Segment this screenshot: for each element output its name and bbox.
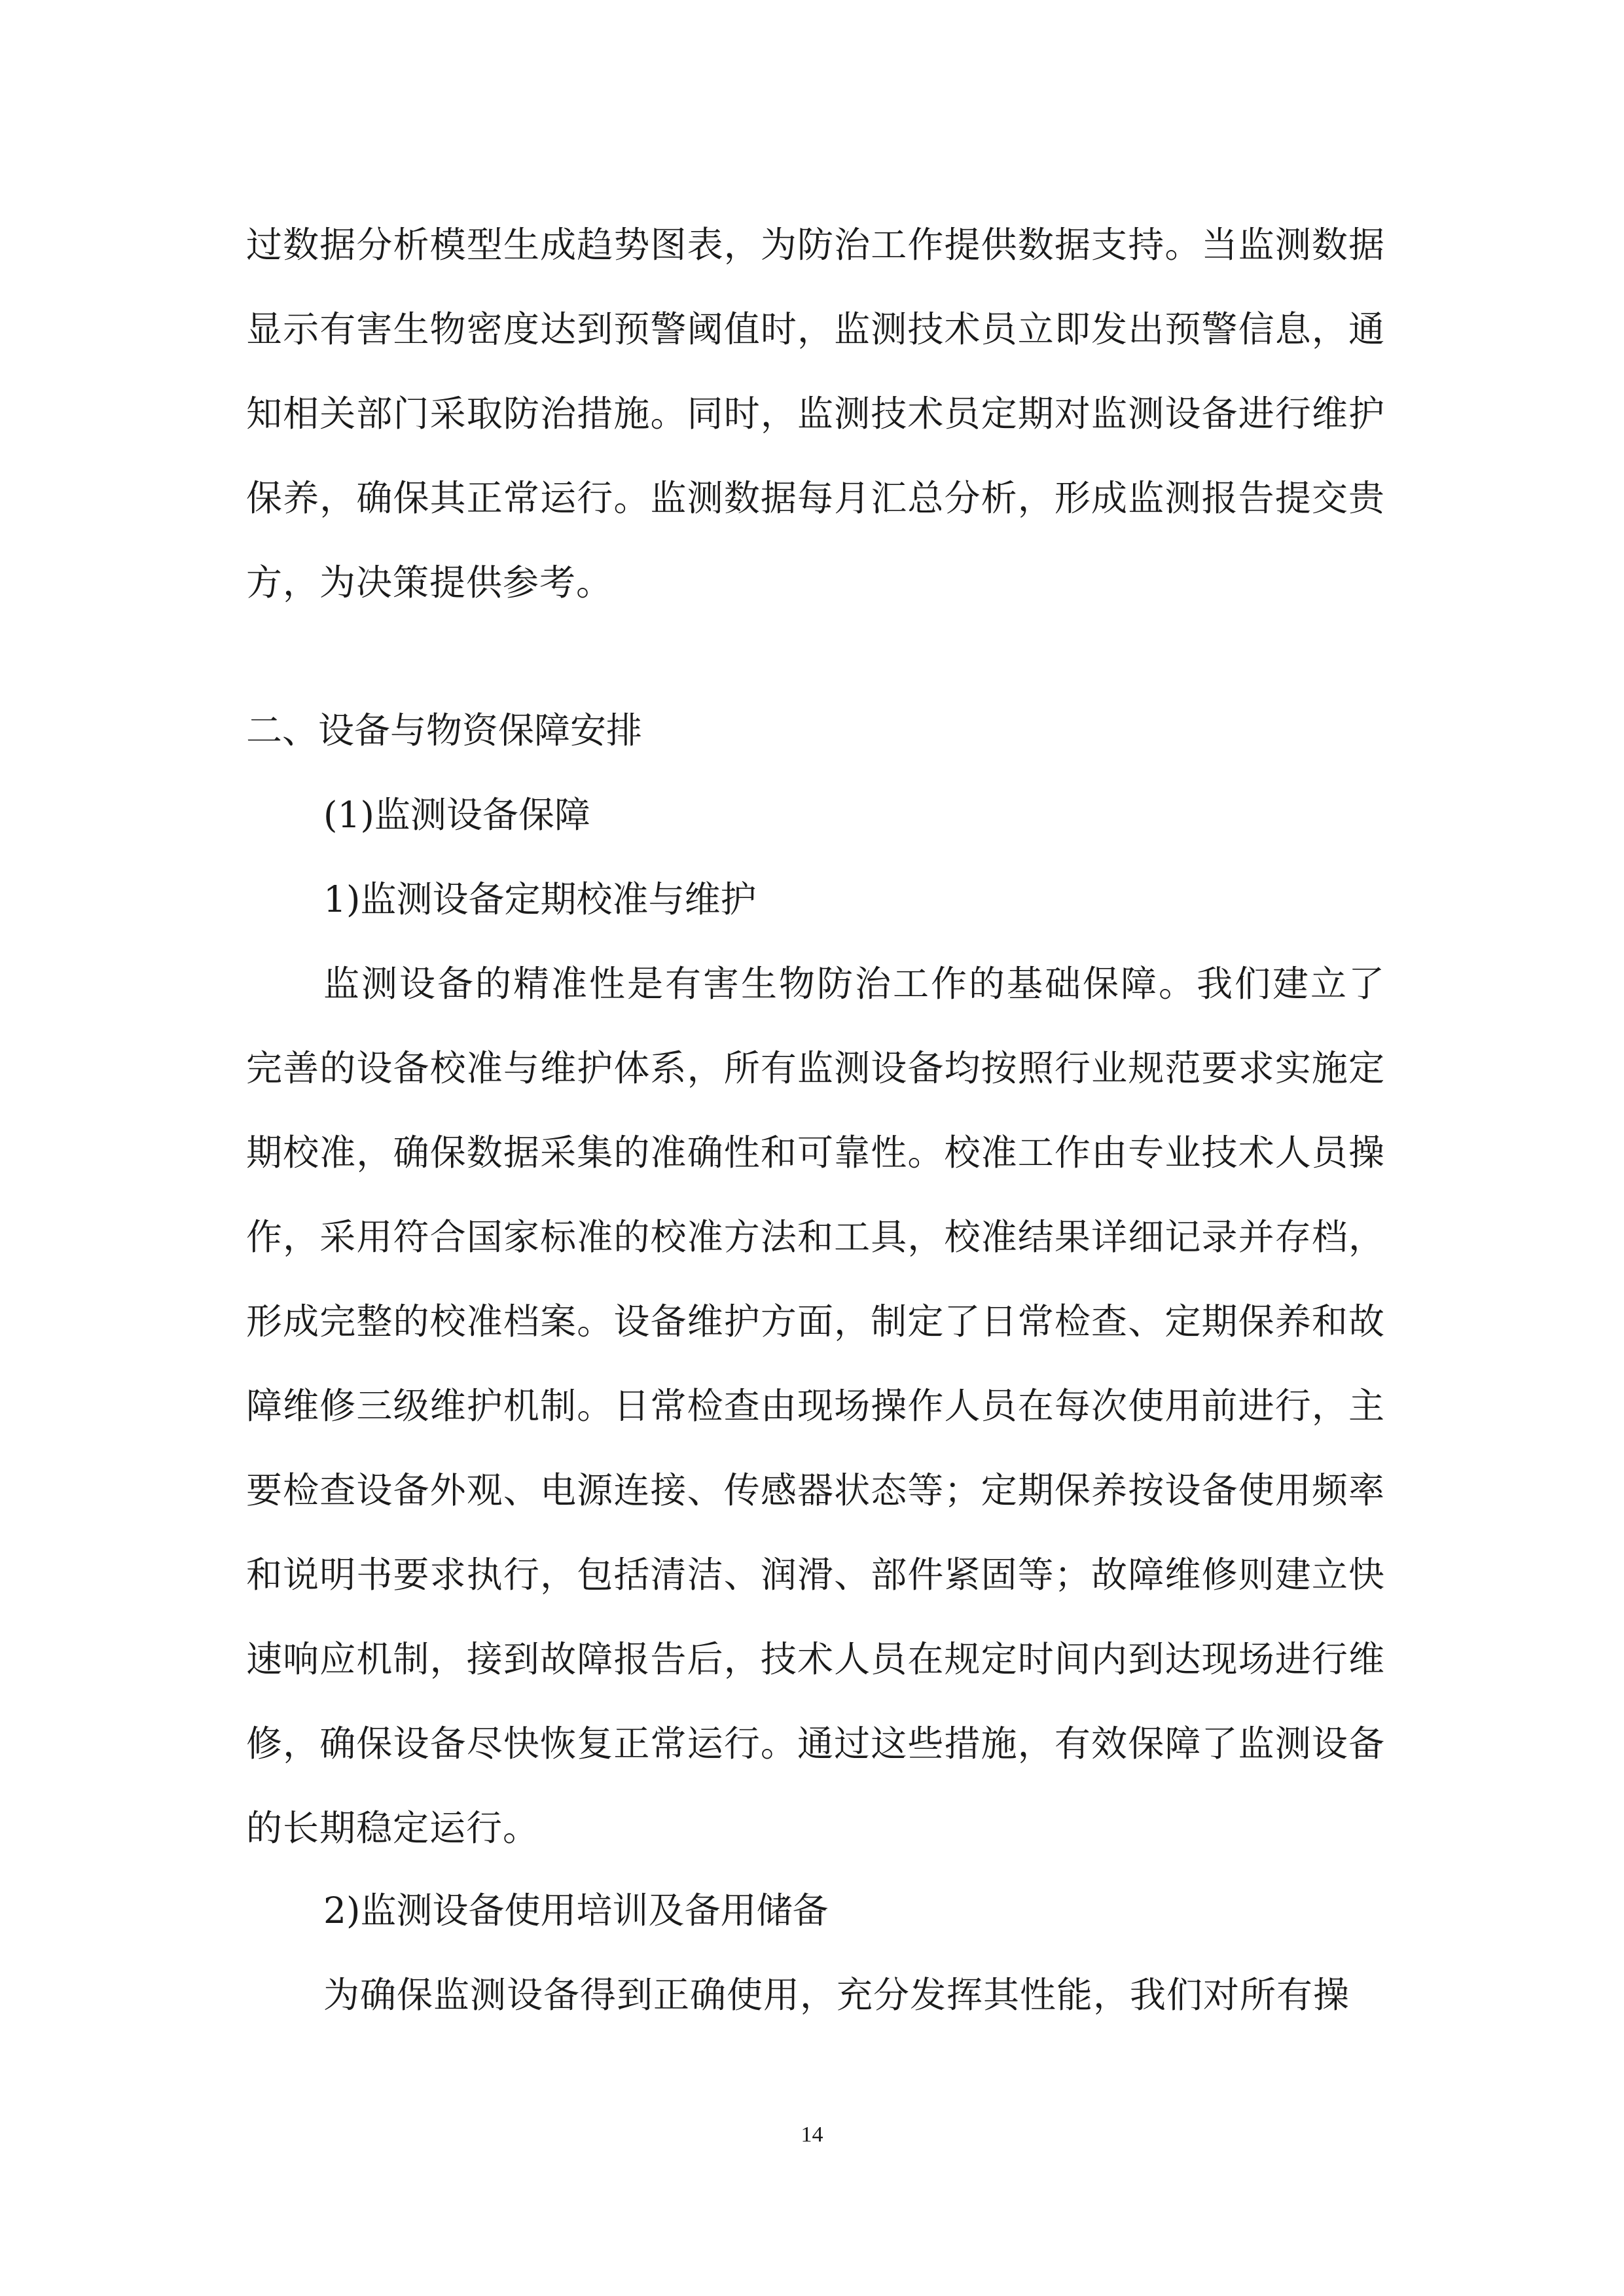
item1-heading: 1)监测设备定期校准与维护 (323, 878, 757, 920)
item1-body: 监测设备的精准性是有害生物防治工作的基础保障。我们建立了完善的设备校准与维护体系，所有监测设备均按照行业规范要求实施定期校准，确保数据采集的准确性和可靠性。校准工作由专业技术人员操作，采用符合国家标准的校准方法和工具，校准结果详细记录并存档，形成完整的校准档案。设备维护方面，制定了日常检查、定期保养和故障维修三级维护机制。日常检查由现场操作人员在每次使用前进行，主要检查设备外观、电源连接、传感器状态等；定期保养按设备使用频率和说明书要求执行，包括清洁、润滑、部件紧固等；故障维修则建立快速响应机制，接到故障报告后，技术人员在规定时间内到达现场进行维修，确保设备尽快恢复正常运行。通过这些措施，有效保障了监测设备的长期稳定运行。 (246, 963, 1385, 1849)
item2-body: 为确保监测设备得到正确使用，充分发挥其性能，我们对所有操 (323, 1974, 1350, 2016)
paragraph-continuation: 过数据分析模型生成趋势图表，为防治工作提供数据支持。当监测数据显示有害生物密度达到预警阈值时，监测技术员立即发出预警信息，通知相关部门采取防治措施。同时，监测技术员定期对监测设备进行维护保养，确保其正常运行。监测数据每月汇总分析，形成监测报告提交贵方，为决策提供参考。 (246, 224, 1385, 603)
page-number: 14 (801, 2123, 823, 2147)
subsection-heading: (1)监测设备保障 (323, 794, 590, 836)
section-heading: 二、设备与物资保障安排 (246, 709, 643, 751)
item2-heading: 2)监测设备使用培训及备用储备 (323, 1890, 829, 1931)
